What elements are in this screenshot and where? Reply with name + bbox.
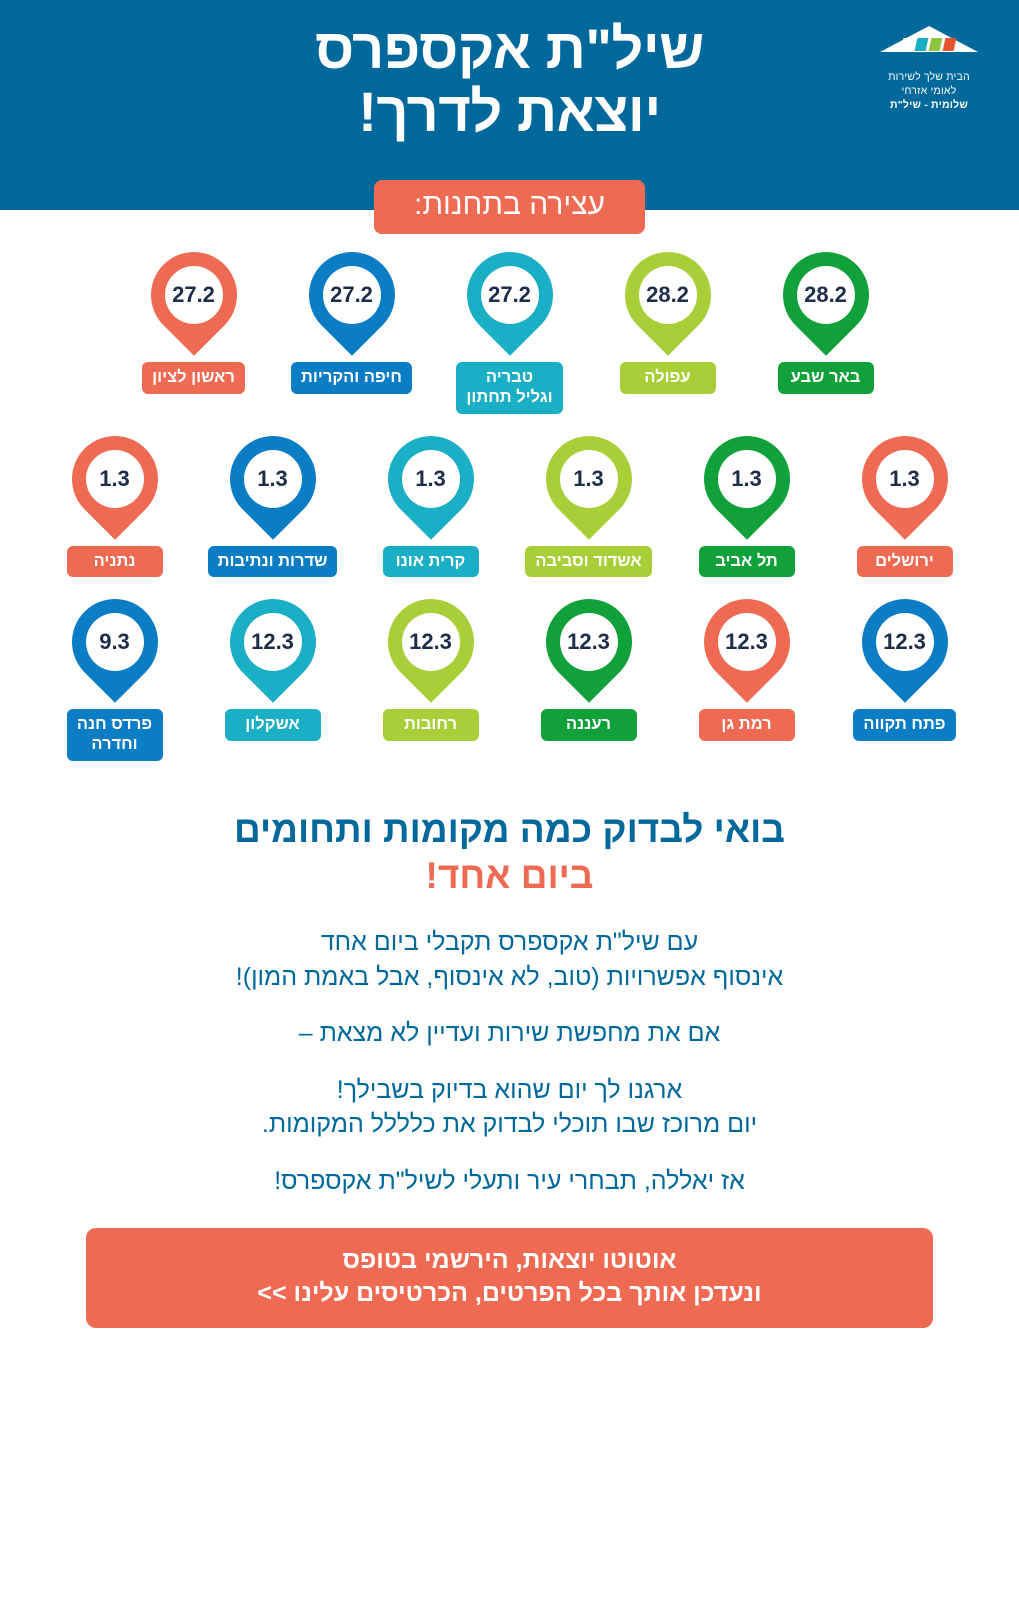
stop-city-label: עפולה	[620, 362, 716, 394]
stops-section	[0, 210, 1019, 761]
stop-item[interactable]	[203, 436, 343, 578]
register-form-button[interactable]	[86, 1228, 933, 1328]
stop-city-label: רמת גן	[699, 709, 795, 741]
paragraph-3-line-2: יום מרוכז שבו תוכלי לבדוק את כלללל המקומות.	[261, 1110, 758, 1139]
map-pin-icon	[230, 599, 316, 707]
map-pin-icon	[309, 252, 395, 360]
section-heading-line-2: ביום אחד!	[425, 855, 594, 897]
paragraph-1	[0, 925, 1019, 994]
stop-item[interactable]	[440, 252, 580, 414]
body-copy	[0, 925, 1019, 1198]
stop-date: 28.2	[639, 266, 697, 324]
stop-date: 27.2	[323, 266, 381, 324]
map-pin-icon	[546, 436, 632, 544]
paragraph-3	[0, 1073, 1019, 1142]
section-heading	[0, 807, 1019, 900]
stop-date: 1.3	[718, 450, 776, 508]
stop-date: 1.3	[560, 450, 618, 508]
cta-line-2: ונעדכן אותך בכל הפרטים, הכרטיסים עלינו >>	[257, 1279, 762, 1308]
stop-city-label: ירושלים	[857, 546, 953, 578]
stop-city-label: באר שבע	[778, 362, 874, 394]
map-pin-icon	[862, 599, 948, 707]
stop-date: 1.3	[86, 450, 144, 508]
stop-item[interactable]	[45, 436, 185, 578]
map-pin-icon	[72, 436, 158, 544]
stop-date: 12.3	[876, 613, 934, 671]
stop-item[interactable]	[282, 252, 422, 394]
stop-item[interactable]	[361, 436, 501, 578]
page-title-line-1: שיל"ת אקספרס	[315, 17, 704, 80]
organization-logo	[869, 22, 989, 113]
stop-city-label: אשדוד וסביבה	[525, 546, 651, 578]
stops-row	[18, 436, 1001, 578]
stop-city-label: טבריה וגליל תחתון	[456, 362, 562, 414]
stop-city-label: חיפה והקריות	[291, 362, 412, 394]
stop-city-label: תל אביב	[699, 546, 795, 578]
stop-date: 9.3	[86, 613, 144, 671]
map-pin-icon	[704, 436, 790, 544]
logo-line-1: הבית שלך לשירות	[888, 71, 970, 83]
stop-city-label: ראשון לציון	[142, 362, 245, 394]
cta-line-1: אוטוטו יוצאות, הירשמי בטופס	[342, 1246, 677, 1275]
stop-city-label: פרדס חנה וחדרה	[67, 709, 163, 761]
page-title	[0, 0, 1019, 143]
house-logo-icon	[880, 22, 978, 66]
stop-item[interactable]	[519, 599, 659, 741]
paragraph-2-line-1: אם את מחפשת שירות ועדיין לא מצאת –	[298, 1019, 721, 1048]
map-pin-icon	[230, 436, 316, 544]
page-title-line-2: יוצאת לדרך!	[358, 79, 661, 143]
section-heading-line-1: בואי לבדוק כמה מקומות ותחומים	[234, 808, 785, 850]
stops-row	[18, 599, 1001, 761]
stop-date: 1.3	[876, 450, 934, 508]
map-pin-icon	[467, 252, 553, 360]
stop-city-label: שדרות ונתיבות	[208, 546, 338, 578]
paragraph-2	[0, 1016, 1019, 1051]
stop-city-label: רחובות	[383, 709, 479, 741]
stop-date: 1.3	[244, 450, 302, 508]
subtitle-badge: עצירה בתחנות:	[374, 180, 645, 234]
stop-item[interactable]	[598, 252, 738, 394]
paragraph-4	[0, 1164, 1019, 1199]
map-pin-icon	[151, 252, 237, 360]
map-pin-icon	[388, 436, 474, 544]
stop-item[interactable]	[519, 436, 659, 578]
stop-date: 12.3	[244, 613, 302, 671]
stop-date: 12.3	[560, 613, 618, 671]
stop-item[interactable]	[203, 599, 343, 741]
paragraph-1-line-1: עם שיל"ת אקספרס תקבלי ביום אחד	[320, 928, 699, 957]
stop-city-label: רעננה	[541, 709, 637, 741]
map-pin-icon	[388, 599, 474, 707]
stop-date: 27.2	[165, 266, 223, 324]
stop-city-label: נתניה	[67, 546, 163, 578]
paragraph-1-line-2: אינסוף אפשרויות (טוב, לא אינסוף, אבל באמת המון)!	[235, 962, 784, 991]
map-pin-icon	[72, 599, 158, 707]
logo-line-2: לאומי אזרחי	[901, 85, 957, 98]
map-pin-icon	[704, 599, 790, 707]
page-header	[0, 0, 1019, 210]
stop-date: 27.2	[481, 266, 539, 324]
map-pin-icon	[625, 252, 711, 360]
map-pin-icon	[862, 436, 948, 544]
logo-line-3: שלומית - שיל"ת	[889, 99, 969, 112]
stop-item[interactable]	[677, 599, 817, 741]
paragraph-4-line-1: אז יאללה, תבחרי עיר ותעלי לשיל"ת אקספרס!	[274, 1166, 745, 1195]
stops-row	[18, 252, 1001, 414]
map-pin-icon	[546, 599, 632, 707]
stop-city-label: פתח תקווה	[853, 709, 955, 741]
stop-item[interactable]	[835, 436, 975, 578]
stop-city-label: קרית אונו	[383, 546, 479, 578]
stop-date: 12.3	[402, 613, 460, 671]
stop-city-label: אשקלון	[225, 709, 321, 741]
stop-item[interactable]	[361, 599, 501, 741]
stop-item[interactable]	[677, 436, 817, 578]
cta-wrapper	[0, 1220, 1019, 1328]
stop-date: 28.2	[797, 266, 855, 324]
stop-date: 1.3	[402, 450, 460, 508]
stop-date: 12.3	[718, 613, 776, 671]
stop-item[interactable]	[124, 252, 264, 394]
stop-item[interactable]	[756, 252, 896, 394]
paragraph-3-line-1: ארגנו לך יום שהוא בדיוק בשבילך!	[336, 1075, 683, 1104]
stop-item[interactable]	[45, 599, 185, 761]
map-pin-icon	[783, 252, 869, 360]
stop-item[interactable]	[835, 599, 975, 741]
